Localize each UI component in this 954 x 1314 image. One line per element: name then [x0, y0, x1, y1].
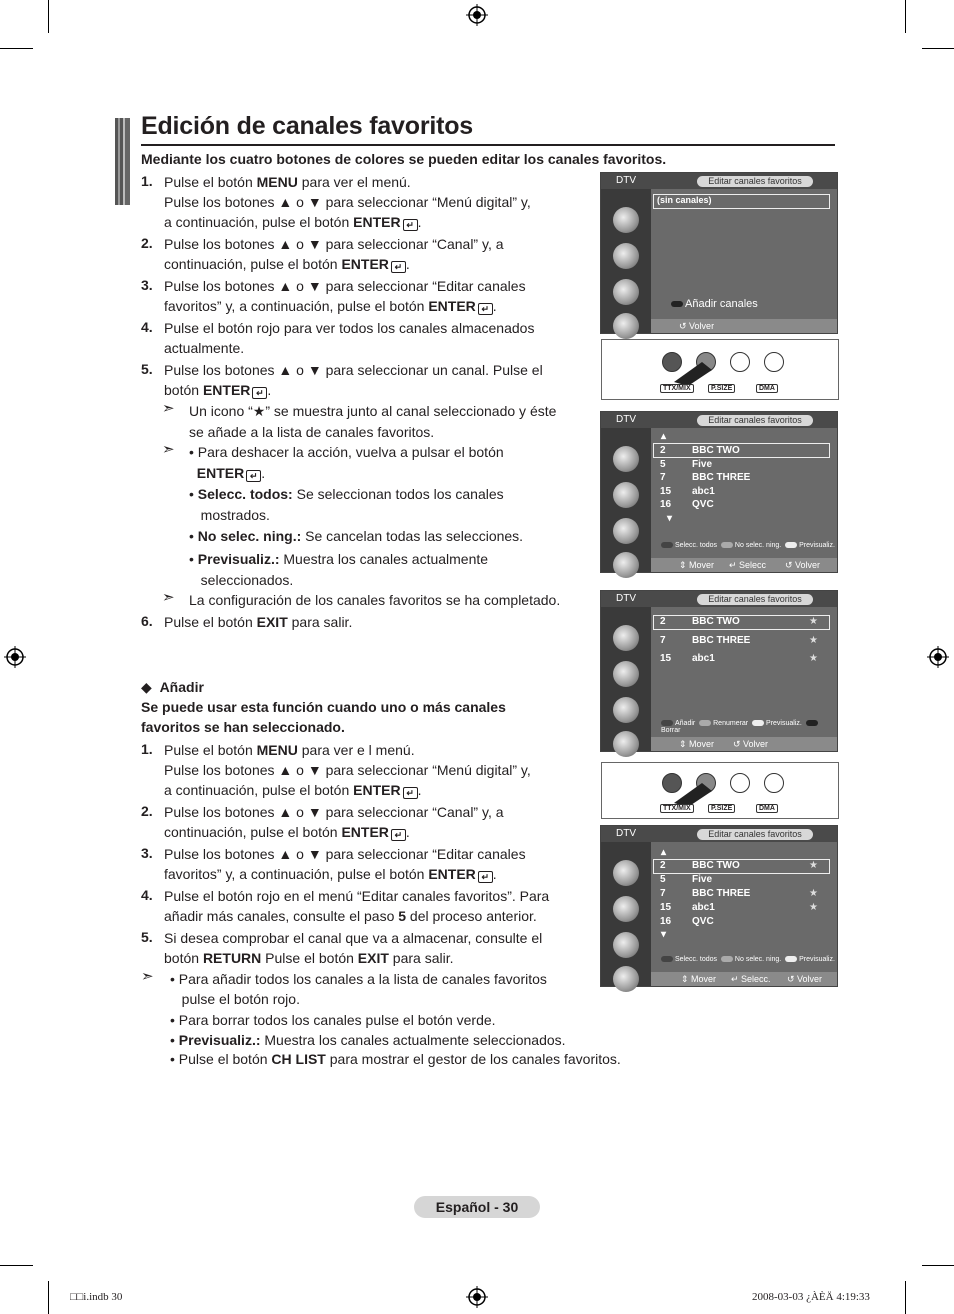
picture-icon	[613, 243, 639, 269]
psize-label: P.SIZE	[708, 384, 735, 393]
dma-label: DMA	[756, 384, 778, 393]
channel-number: 2	[660, 616, 666, 627]
note-arrow-icon: ➣	[162, 589, 175, 606]
setup-icon	[613, 932, 639, 958]
footer-hint: ⇕ Mover	[681, 974, 717, 984]
step-text: Pulse el botón MENU para ver el menú. Pulse los botones ▲ o ▼ para seleccionar “Menú digital” y, a continuación, pulse el botón ENTER ↵ .	[164, 174, 531, 230]
channel-name: QVC	[692, 499, 714, 510]
channel-number: 15	[660, 485, 672, 497]
ttx-label: TTX/MIX	[660, 804, 694, 813]
channel-name: BBC THREE	[692, 888, 751, 899]
crop-mark	[48, 0, 49, 33]
legend-item: Previsualiz.	[799, 542, 835, 549]
note-text: • Selecc. todos: Se seleccionan todos los canales mostrados.	[189, 486, 504, 523]
picture-icon	[613, 896, 639, 922]
channel-number: 15	[660, 902, 672, 913]
section-heading: ◆ Añadir	[141, 679, 204, 695]
tv-screen-4	[600, 825, 838, 987]
page-title: Edición de canales favoritos	[141, 112, 474, 140]
page-number: Español - 30	[414, 1196, 540, 1218]
dtv-label: DTV	[616, 593, 636, 604]
dtv-label: DTV	[616, 414, 636, 425]
step-number: 5.	[141, 929, 153, 945]
bullet-text: • Para añadir todos los canales a la lista de canales favoritos pulse el botón rojo.	[170, 971, 547, 1007]
channel-name: BBC TWO	[692, 616, 740, 627]
channel-name: BBC TWO	[692, 860, 740, 871]
dtv-label: DTV	[616, 175, 636, 186]
channel-number: 5	[660, 458, 666, 470]
note-arrow-icon: ➣	[141, 968, 154, 985]
step-number: 2.	[141, 803, 153, 819]
title-decoration	[115, 118, 130, 205]
channel-name: Five	[692, 458, 713, 470]
input-icon	[613, 552, 639, 578]
legend-item: Selecc. todos	[675, 956, 718, 963]
step-text: Pulse los botones ▲ o ▼ para seleccionar un canal. Pulse el botón ENTER ↵ .	[164, 362, 543, 398]
scroll-down-icon: ▾	[667, 513, 673, 524]
legend-item: Previsualiz.	[799, 956, 835, 963]
channel-name: BBC THREE	[692, 634, 751, 646]
slug-left: □□i.indb 30	[70, 1291, 123, 1303]
registration-mark-icon	[466, 1286, 488, 1308]
registration-mark-icon	[927, 646, 949, 668]
crop-mark	[922, 1265, 954, 1266]
crop-mark	[922, 48, 954, 49]
channel-name: abc1	[692, 485, 715, 497]
bullet-text: • Previsualiz.: Muestra los canales actualmente seleccionados.	[170, 1032, 566, 1048]
scroll-down-icon: ▾	[661, 929, 667, 940]
tv-screen-3	[600, 590, 838, 752]
diamond-icon: ◆	[141, 679, 152, 695]
setup-icon	[613, 279, 639, 305]
menu-title: Editar canales favoritos	[697, 176, 813, 187]
step-text: Pulse el botón rojo en el menú “Editar canales favoritos”. Para añadir más canales, consulte el paso 5 del proceso anterior.	[164, 888, 550, 924]
picture-icon	[613, 482, 639, 508]
channel-number: 5	[660, 874, 666, 885]
step-number: 6.	[141, 613, 153, 629]
channel-name: abc1	[692, 653, 715, 664]
note-arrow-icon: ➣	[162, 441, 175, 458]
legend-item: Selecc. todos	[675, 542, 718, 549]
note-text: • No selec. ning.: Se cancelan todas las selecciones.	[189, 528, 524, 544]
channel-number: 2	[660, 860, 666, 871]
legend-item: No selec. ning.	[734, 956, 782, 963]
favorite-star-icon: ★	[809, 860, 818, 871]
crop-mark	[0, 1265, 33, 1266]
channel-number: 16	[660, 499, 672, 510]
psize-label: P.SIZE	[708, 804, 735, 813]
footer-hint: ↵ Selecc	[729, 560, 767, 570]
legend-item: Añadir	[675, 720, 696, 727]
empty-list-text: (sin canales)	[657, 195, 712, 205]
input-icon	[613, 313, 639, 339]
picture-icon	[613, 661, 639, 687]
step-text: Si desea comprobar el canal que va a almacenar, consulte el botón RETURN Pulse el botón EXIT para salir.	[164, 930, 543, 966]
note-arrow-icon: ➣	[162, 400, 175, 417]
step-number: 5.	[141, 361, 153, 377]
tv-screen-1	[600, 172, 838, 334]
legend-item: Previsualiz.	[766, 720, 802, 727]
dtv-label: DTV	[616, 828, 636, 839]
favorite-star-icon: ★	[809, 653, 818, 664]
channel-name: Five	[692, 874, 713, 885]
crop-mark	[0, 48, 33, 49]
slug-right: 2008-03-03 ¿ÀÈÄ 4:19:33	[752, 1291, 870, 1303]
menu-title: Editar canales favoritos	[697, 415, 813, 426]
antenna-icon	[613, 860, 639, 886]
step-text: Pulse el botón EXIT para salir.	[164, 614, 353, 630]
bullet-text: • Para borrar todos los canales pulse el botón verde.	[170, 1012, 496, 1028]
channel-name: BBC TWO	[692, 445, 740, 456]
channel-number: 7	[660, 634, 666, 646]
note-text: • Previsualiz.: Muestra los canales actualmente seleccionados.	[189, 551, 489, 588]
note-text: La configuración de los canales favoritos se ha completado.	[189, 592, 561, 608]
dma-label: DMA	[756, 804, 778, 813]
antenna-icon	[613, 207, 639, 233]
step-number: 1.	[141, 741, 153, 757]
title-rule	[141, 144, 835, 146]
step-number: 4.	[141, 319, 153, 335]
legend-item: Renumerar	[713, 720, 749, 727]
menu-title: Editar canales favoritos	[697, 829, 813, 840]
antenna-icon	[613, 446, 639, 472]
channel-number: 2	[660, 445, 666, 456]
registration-mark-icon	[466, 4, 488, 26]
setup-icon	[613, 697, 639, 723]
note-text: Un icono “★” se muestra junto al canal seleccionado y éste se añade a la lista de canales favoritos.	[189, 403, 557, 440]
channel-number: 7	[660, 472, 666, 483]
footer-hint: ⇕ Mover	[679, 739, 715, 749]
favorite-star-icon: ★	[809, 634, 818, 646]
intro-text: Mediante los cuatro botones de colores se pueden editar los canales favoritos.	[141, 151, 667, 167]
input-icon	[613, 966, 639, 992]
back-hint: ↺ Volver	[679, 321, 715, 331]
channel-name: abc1	[692, 902, 715, 913]
input-icon	[613, 731, 639, 757]
channel-number: 16	[660, 916, 672, 927]
menu-title: Editar canales favoritos	[697, 594, 813, 605]
section-intro: Se puede usar esta función cuando uno o más canales favoritos se han seleccionado.	[141, 699, 506, 735]
step-text: Pulse los botones ▲ o ▼ para seleccionar “Canal” y, a continuación, pulse el botón ENTER ↵ .	[164, 804, 504, 840]
add-channels-option[interactable]: Añadir canales	[685, 298, 758, 310]
scroll-up-icon: ▴	[661, 847, 667, 858]
channel-name: QVC	[692, 916, 714, 927]
channel-number: 7	[660, 888, 666, 899]
step-number: 1.	[141, 173, 153, 189]
favorite-star-icon: ★	[809, 902, 818, 913]
antenna-icon	[613, 625, 639, 651]
step-number: 2.	[141, 235, 153, 251]
setup-icon	[613, 518, 639, 544]
crop-mark	[48, 1281, 49, 1314]
footer-hint: ⇕ Mover	[679, 560, 715, 570]
footer-hint: ↺ Volver	[733, 739, 769, 749]
channel-name: BBC THREE	[692, 472, 751, 483]
favorite-star-icon: ★	[809, 888, 818, 899]
step-text: Pulse el botón rojo para ver todos los canales almacenados actualmente.	[164, 320, 535, 356]
crop-mark	[905, 0, 906, 33]
legend-item: Borrar	[661, 727, 681, 734]
step-text: Pulse los botones ▲ o ▼ para seleccionar “Editar canales favoritos” y, a continuación, pulse el botón ENTER ↵ .	[164, 846, 526, 882]
step-number: 3.	[141, 845, 153, 861]
bullet-text: • Pulse el botón CH LIST para mostrar el gestor de los canales favoritos.	[170, 1051, 621, 1067]
channel-number: 15	[660, 653, 672, 664]
scroll-up-icon: ▴	[661, 431, 667, 442]
tv-screen-2	[600, 411, 838, 573]
legend-item: No selec. ning.	[734, 542, 782, 549]
remote-illustration-1	[601, 339, 839, 400]
step-text: Pulse los botones ▲ o ▼ para seleccionar “Canal” y, a continuación, pulse el botón ENTER ↵ .	[164, 236, 504, 272]
note-text: • Para deshacer la acción, vuelva a pulsar el botón ENTER ↵ .	[189, 444, 504, 481]
footer-hint: ↵ Selecc.	[731, 974, 771, 984]
registration-mark-icon	[4, 646, 26, 668]
footer-hint: ↺ Volver	[785, 560, 821, 570]
step-text: Pulse los botones ▲ o ▼ para seleccionar “Editar canales favoritos” y, a continuación, pulse el botón ENTER ↵ .	[164, 278, 526, 314]
ttx-label: TTX/MIX	[660, 384, 694, 393]
remote-illustration-2	[601, 762, 839, 819]
crop-mark	[905, 1281, 906, 1314]
step-number: 4.	[141, 887, 153, 903]
step-number: 3.	[141, 277, 153, 293]
footer-hint: ↺ Volver	[787, 974, 823, 984]
favorite-star-icon: ★	[809, 616, 818, 627]
step-text: Pulse el botón MENU para ver e l menú. Pulse los botones ▲ o ▼ para seleccionar “Menú digital” y, a continuación, pulse el botón ENTER ↵ .	[164, 742, 531, 798]
